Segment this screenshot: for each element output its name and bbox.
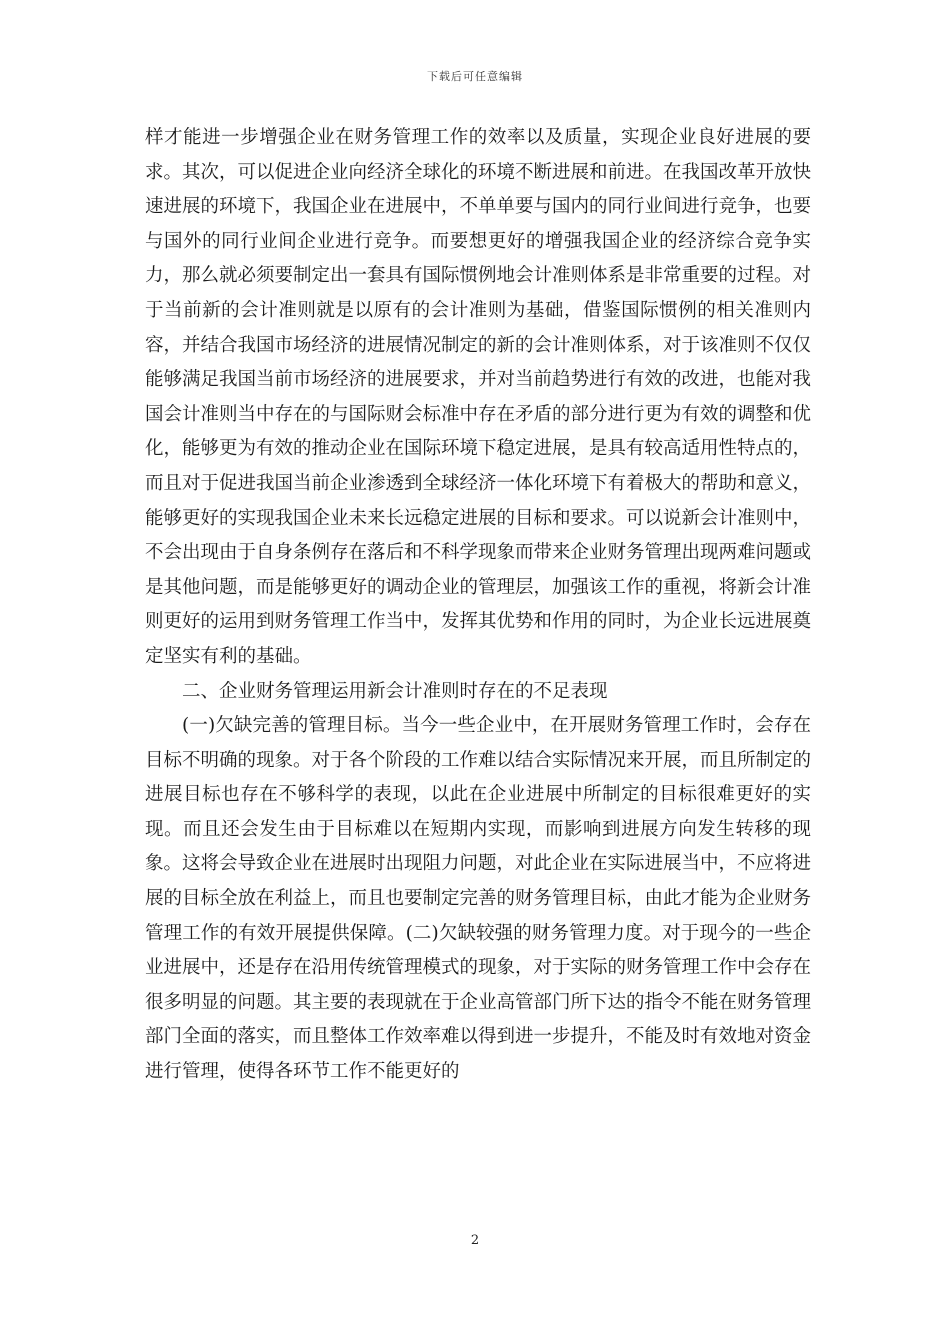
paragraph-continuation: 样才能进一步增强企业在财务管理工作的效率以及质量，实现企业良好进展的要求。其次，可以促进企业向经济全球化的环境不断进展和前进。在我国改革开放快速进展的环境下，我国企业在进展中，不单单要与国内的同行业间进行竞争，也要与国外的同行业间企业进行竞争。而要想更好的增强我国企业的经济综合竞争实力，那么就必须要制定出一套具有国际惯例地会计准则体系是非常重要的过程。对于当前新的会计准则就是以原有的会计准则为基础，借鉴国际惯例的相关准则内容，并结合我国市场经济的进展情况制定的新的会计准则体系，对于该准则不仅仅能够满足我国当前市场经济的进展要求，并对当前趋势进行有效的改进，也能对我国会计准则当中存在的与国际财会标准中存在矛盾的部分进行更为有效的调整和优化，能够更为有效的推动企业在国际环境下稳定进展，是具有较高适用性特点的，而且对于促进我国当前企业渗透到全球经济一体化环境下有着极大的帮助和意义，能够更好的实现我国企业未来长远稳定进展的目标和要求。可以说新会计准则中，不会出现由于自身条例存在落后和不科学现象而带来企业财务管理出现两难问题或是其他问题，而是能够更好的调动企业的管理层，加强该工作的重视，将新会计准则更好的运用到财务管理工作当中，发挥其优势和作用的同时，为企业长远进展奠定坚实有利的基础。 — [145, 127, 812, 667]
document-body — [145, 121, 811, 1090]
page-number: 2 — [470, 1233, 480, 1248]
section-heading: 二、企业财务管理运用新会计准则时存在的不足表现 — [182, 680, 608, 702]
page-header: 下载后可任意编辑 — [427, 70, 523, 83]
paragraph-management-goals: (一)欠缺完善的管理目标。当今一些企业中，在开展财务管理工作时，会存在目标不明确的现象。对于各个阶段的工作难以结合实际情况来开展，而且所制定的进展目标也存在不够科学的表现，以此在企业进展中所制定的目标很难更好的实现。而且还会发生由于目标难以在短期内实现，而影响到进展方向发生转移的现象。这将会导致企业在进展时出现阻力问题，对此企业在实际进展当中，不应将进展的目标全放在利益上，而且也要制定完善的财务管理目标，由此才能为企业财务管理工作的有效开展提供保障。(二)欠缺较强的财务管理力度。对于现今的一些企业进展中，还是存在沿用传统管理模式的现象，对于实际的财务管理工作中会存在很多明显的问题。其主要的表现就在于企业高管部门所下达的指令不能在财务管理部门全面的落实，而且整体工作效率难以得到进一步提升，不能及时有效地对资金进行管理，使得各环节工作不能更好的 — [145, 715, 812, 1083]
